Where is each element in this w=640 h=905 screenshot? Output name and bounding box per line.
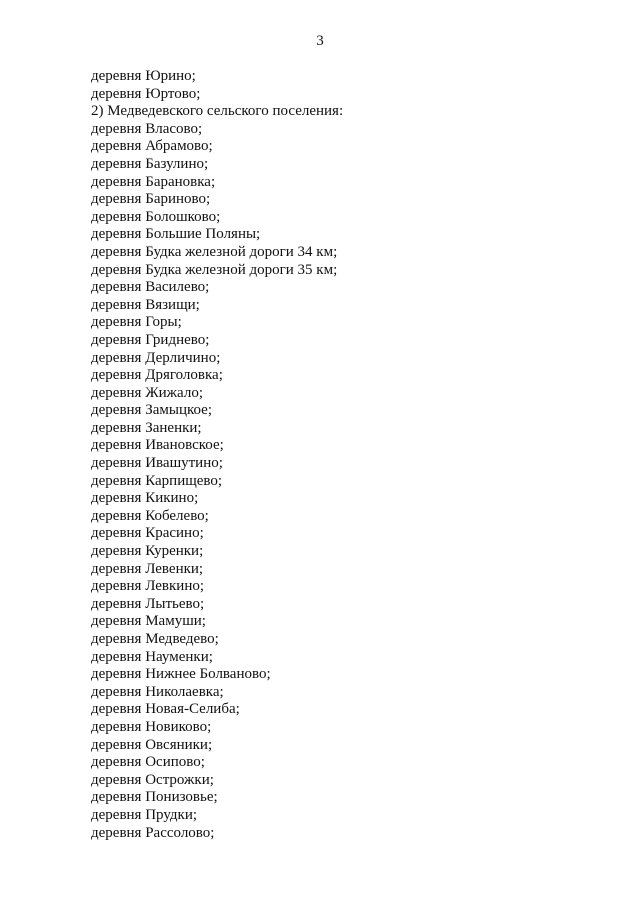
list-line: деревня Абрамово; — [91, 138, 213, 155]
list-line: деревня Прудки; — [91, 806, 198, 823]
list-line: деревня Гриднево; — [91, 331, 210, 348]
list-line: деревня Болошково; — [91, 208, 221, 225]
list-line: деревня Барановка; — [91, 173, 216, 190]
page-number: 3 — [316, 33, 324, 49]
list-line: деревня Осипово; — [91, 754, 205, 771]
list-line: деревня Власово; — [91, 120, 203, 137]
list-line: деревня Василево; — [91, 279, 210, 296]
list-line: деревня Дерличино; — [91, 349, 221, 366]
list-line: деревня Кобелево; — [91, 507, 209, 524]
list-line: деревня Левкино; — [91, 578, 205, 595]
list-line: деревня Левенки; — [91, 560, 204, 577]
list-line: деревня Красино; — [91, 525, 204, 542]
list-line: деревня Горы; — [91, 314, 182, 331]
list-line: деревня Замыцкое; — [91, 402, 213, 419]
list-line: деревня Ивановское; — [91, 437, 224, 454]
list-line: деревня Новиково; — [91, 718, 212, 735]
list-line: деревня Жижало; — [91, 384, 203, 401]
list-line: деревня Будка железной дороги 35 км; — [91, 261, 338, 278]
list-line: деревня Николаевка; — [91, 683, 224, 700]
list-line: деревня Науменки; — [91, 648, 213, 665]
list-line: деревня Карпищево; — [91, 472, 223, 489]
list-line: деревня Новая-Селиба; — [91, 701, 240, 718]
list-line: деревня Понизовье; — [91, 789, 218, 806]
list-line: деревня Бариново; — [91, 191, 211, 208]
list-line: деревня Мамуши; — [91, 613, 206, 630]
list-line: деревня Будка железной дороги 34 км; — [91, 243, 338, 260]
list-line: деревня Юртово; — [91, 85, 201, 102]
list-line: деревня Дряголовка; — [91, 367, 223, 384]
list-line: деревня Медведево; — [91, 631, 219, 647]
settlement-list — [91, 68, 343, 842]
list-line: деревня Нижнее Болваново; — [91, 666, 271, 683]
list-line: 2) Медведевского сельского поселения: — [91, 103, 344, 120]
list-line: деревня Заненки; — [91, 419, 202, 436]
list-line: деревня Острожки; — [91, 771, 214, 788]
list-line: деревня Юрино; — [91, 68, 196, 84]
list-line: деревня Базулино; — [91, 155, 209, 172]
list-line: деревня Ивашутино; — [91, 455, 223, 472]
list-line: деревня Вязищи; — [91, 296, 200, 313]
list-line: деревня Большие Поляны; — [91, 226, 261, 243]
list-line: деревня Овсяники; — [91, 736, 213, 753]
list-line: деревня Куренки; — [91, 543, 204, 560]
list-line: деревня Рассолово; — [91, 824, 215, 841]
list-line: деревня Лытьево; — [91, 595, 205, 612]
list-line: деревня Кикино; — [91, 490, 199, 507]
